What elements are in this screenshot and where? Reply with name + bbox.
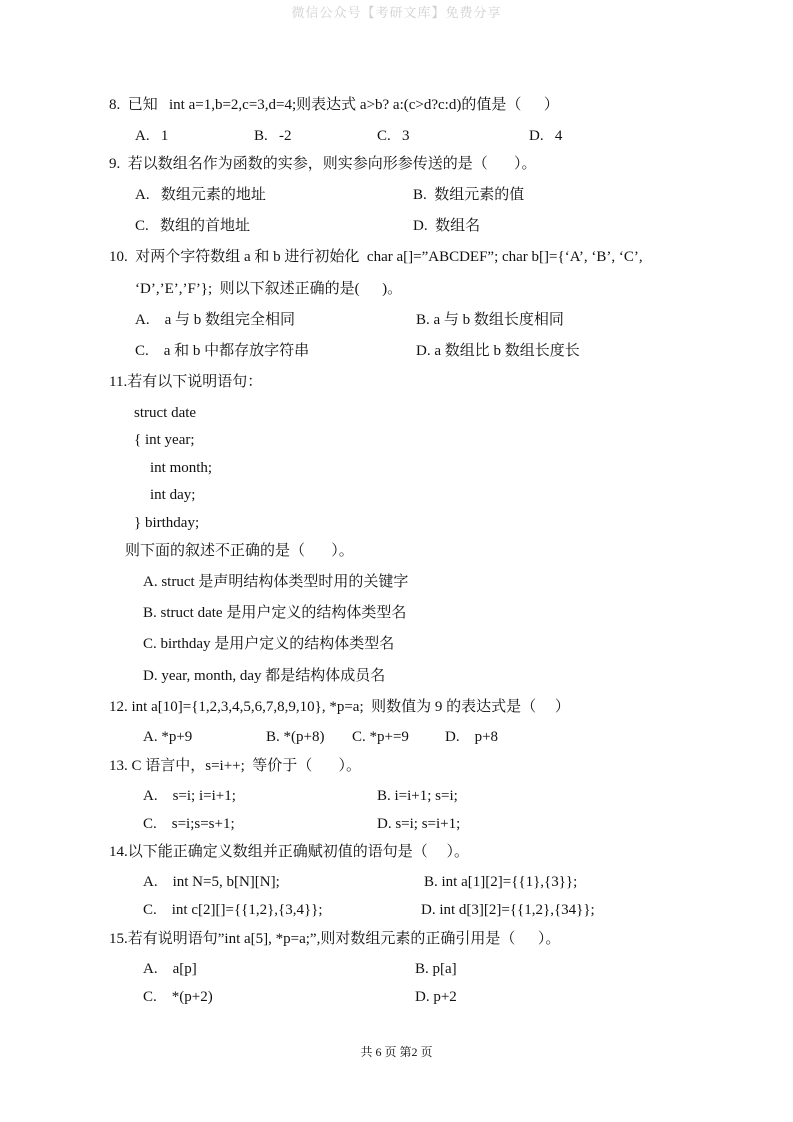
- q9-option-c: C. 数组的首地址: [135, 218, 251, 234]
- q14-option-b: B. int a[1][2]={{1},{3}};: [424, 874, 578, 890]
- q11-option-d: D. year, month, day 都是结构体成员名: [143, 668, 386, 684]
- q8-stem: 8. 已知 int a=1,b=2,c=3,d=4;则表达式 a>b? a:(c>d?c:d)的值是（ ）: [109, 97, 559, 113]
- q11-code-line: int day;: [150, 487, 196, 503]
- q15-option-d: D. p+2: [415, 989, 457, 1005]
- q14-option-d: D. int d[3][2]={{1,2},{34}};: [421, 902, 595, 918]
- q13-option-b: B. i=i+1; s=i;: [377, 788, 458, 804]
- q8-option-d: D. 4: [529, 128, 563, 144]
- q12-option-c: C. *p+=9: [352, 729, 409, 745]
- watermark: 微信公众号【考研文库】免费分享: [291, 5, 502, 20]
- q11-code-line: struct date: [134, 405, 197, 421]
- q11-stem: 11.若有以下说明语句：: [109, 374, 263, 390]
- q13-stem: 13. C 语言中，s=i++; 等价于（ ）。: [109, 758, 362, 774]
- q13-option-c: C. s=i;s=s+1;: [143, 816, 235, 832]
- q8-option-a: A. 1: [135, 128, 169, 144]
- q10-stem-line2: ‘D’,’E’,’F’}; 则以下叙述正确的是( )。: [135, 281, 403, 297]
- q11-option-b: B. struct date 是用户定义的结构体类型名: [143, 605, 407, 621]
- q9-option-d: D. 数组名: [413, 218, 481, 234]
- q9-stem: 9. 若以数组名作为函数的实参，则实参向形参传送的是（ ）。: [109, 156, 537, 172]
- q10-option-a: A. a 与 b 数组完全相同: [135, 312, 295, 328]
- q13-option-d: D. s=i; s=i+1;: [377, 816, 461, 832]
- q15-option-b: B. p[a]: [415, 961, 457, 977]
- q12-option-d: D. p+8: [445, 729, 499, 745]
- q10-option-d: D. a 数组比 b 数组长度长: [416, 343, 580, 359]
- q9-option-b: B. 数组元素的值: [413, 187, 525, 203]
- q11-code-line: { int year;: [134, 432, 195, 448]
- q12-option-a: A. *p+9: [143, 729, 193, 745]
- q15-option-a: A. a[p]: [143, 961, 197, 977]
- q13-option-a: A. s=i; i=i+1;: [143, 788, 236, 804]
- q8-option-c: C. 3: [377, 128, 410, 144]
- q15-option-c: C. *(p+2): [143, 989, 213, 1005]
- q10-stem-line1: 10. 对两个字符数组 a 和 b 进行初始化 char a[]=”ABCDEF”; char b[]={‘A’, ‘B’, ‘C’,: [109, 249, 643, 265]
- q15-stem: 15.若有说明语句”int a[5], *p=a;”,则对数组元素的正确引用是（ ）。: [109, 931, 561, 947]
- q14-option-a: A. int N=5, b[N][N];: [143, 874, 280, 890]
- q10-option-c: C. a 和 b 中都存放字符串: [135, 343, 310, 359]
- q12-option-b: B. *(p+8): [266, 729, 325, 745]
- q12-stem: 12. int a[10]={1,2,3,4,5,6,7,8,9,10}, *p=a; 则数值为 9 的表达式是（ ）: [109, 699, 570, 715]
- q11-option-c: C. birthday 是用户定义的结构体类型名: [143, 636, 395, 652]
- page-footer: 共 6 页 第2 页: [360, 1045, 433, 1059]
- q14-option-c: C. int c[2][]={{1,2},{3,4}};: [143, 902, 323, 918]
- q11-question: 则下面的叙述不正确的是（ ）。: [125, 543, 354, 559]
- q9-option-a: A. 数组元素的地址: [135, 187, 266, 203]
- q8-option-b: B. -2: [254, 128, 292, 144]
- q11-option-a: A. struct 是声明结构体类型时用的关键字: [143, 574, 409, 590]
- q14-stem: 14.以下能正确定义数组并正确赋初值的语句是（ ）。: [109, 844, 470, 860]
- q10-option-b: B. a 与 b 数组长度相同: [416, 312, 564, 328]
- q11-code-line: int month;: [150, 460, 213, 476]
- q11-code-line: } birthday;: [134, 515, 200, 531]
